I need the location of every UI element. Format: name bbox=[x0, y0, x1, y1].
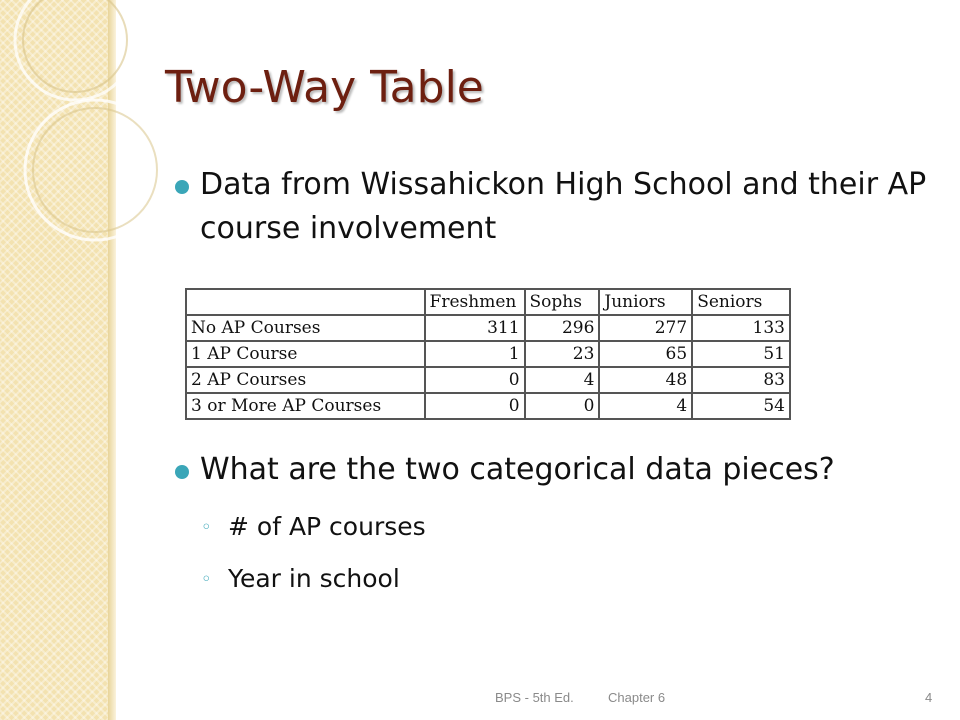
bullet-text-1: Data from Wissahickon High School and their AP course involvement bbox=[200, 167, 927, 246]
table-header-row bbox=[186, 289, 790, 315]
row-label: 2 AP Courses bbox=[186, 367, 425, 393]
sub-bullet-text-1: # of AP courses bbox=[228, 512, 426, 541]
decorative-rings bbox=[0, 0, 200, 260]
table-cell: 0 bbox=[525, 393, 600, 419]
footer-chapter: Chapter 6 bbox=[608, 690, 666, 705]
table-cell: 1 bbox=[425, 341, 525, 367]
table-row bbox=[186, 393, 790, 419]
table-cell: 133 bbox=[692, 315, 790, 341]
table-row bbox=[186, 315, 790, 341]
sub-bullet-marker: ◦ bbox=[201, 517, 212, 538]
table-header-freshmen: Freshmen bbox=[425, 289, 525, 315]
table-header-corner bbox=[186, 289, 425, 315]
table-header-juniors: Juniors bbox=[599, 289, 692, 315]
row-label: 1 AP Course bbox=[186, 341, 425, 367]
table-row bbox=[186, 367, 790, 393]
footer-page-number: 4 bbox=[925, 690, 933, 705]
table-cell: 0 bbox=[425, 367, 525, 393]
table-cell: 0 bbox=[425, 393, 525, 419]
table-row bbox=[186, 341, 790, 367]
table-cell: 65 bbox=[599, 341, 692, 367]
sub-bullet-text-2: Year in school bbox=[228, 564, 400, 593]
table-cell: 83 bbox=[692, 367, 790, 393]
table-cell: 54 bbox=[692, 393, 790, 419]
row-label: No AP Courses bbox=[186, 315, 425, 341]
bullet-dot bbox=[175, 465, 189, 479]
table-cell: 48 bbox=[599, 367, 692, 393]
table-cell: 51 bbox=[692, 341, 790, 367]
table-cell: 4 bbox=[599, 393, 692, 419]
footer-source: BPS - 5th Ed. bbox=[495, 690, 574, 705]
table-header-sophs: Sophs bbox=[525, 289, 600, 315]
row-label: 3 or More AP Courses bbox=[186, 393, 425, 419]
table-cell: 296 bbox=[525, 315, 600, 341]
table-header-seniors: Seniors bbox=[692, 289, 790, 315]
bullet-dot bbox=[175, 180, 189, 194]
table-cell: 4 bbox=[525, 367, 600, 393]
bullet-text-2: What are the two categorical data pieces? bbox=[200, 452, 835, 487]
table-cell: 23 bbox=[525, 341, 600, 367]
slide-title: Two-Way Table bbox=[165, 62, 484, 113]
sub-bullet-marker: ◦ bbox=[201, 569, 212, 590]
ap-course-table bbox=[185, 288, 791, 420]
table-cell: 277 bbox=[599, 315, 692, 341]
table-cell: 311 bbox=[425, 315, 525, 341]
